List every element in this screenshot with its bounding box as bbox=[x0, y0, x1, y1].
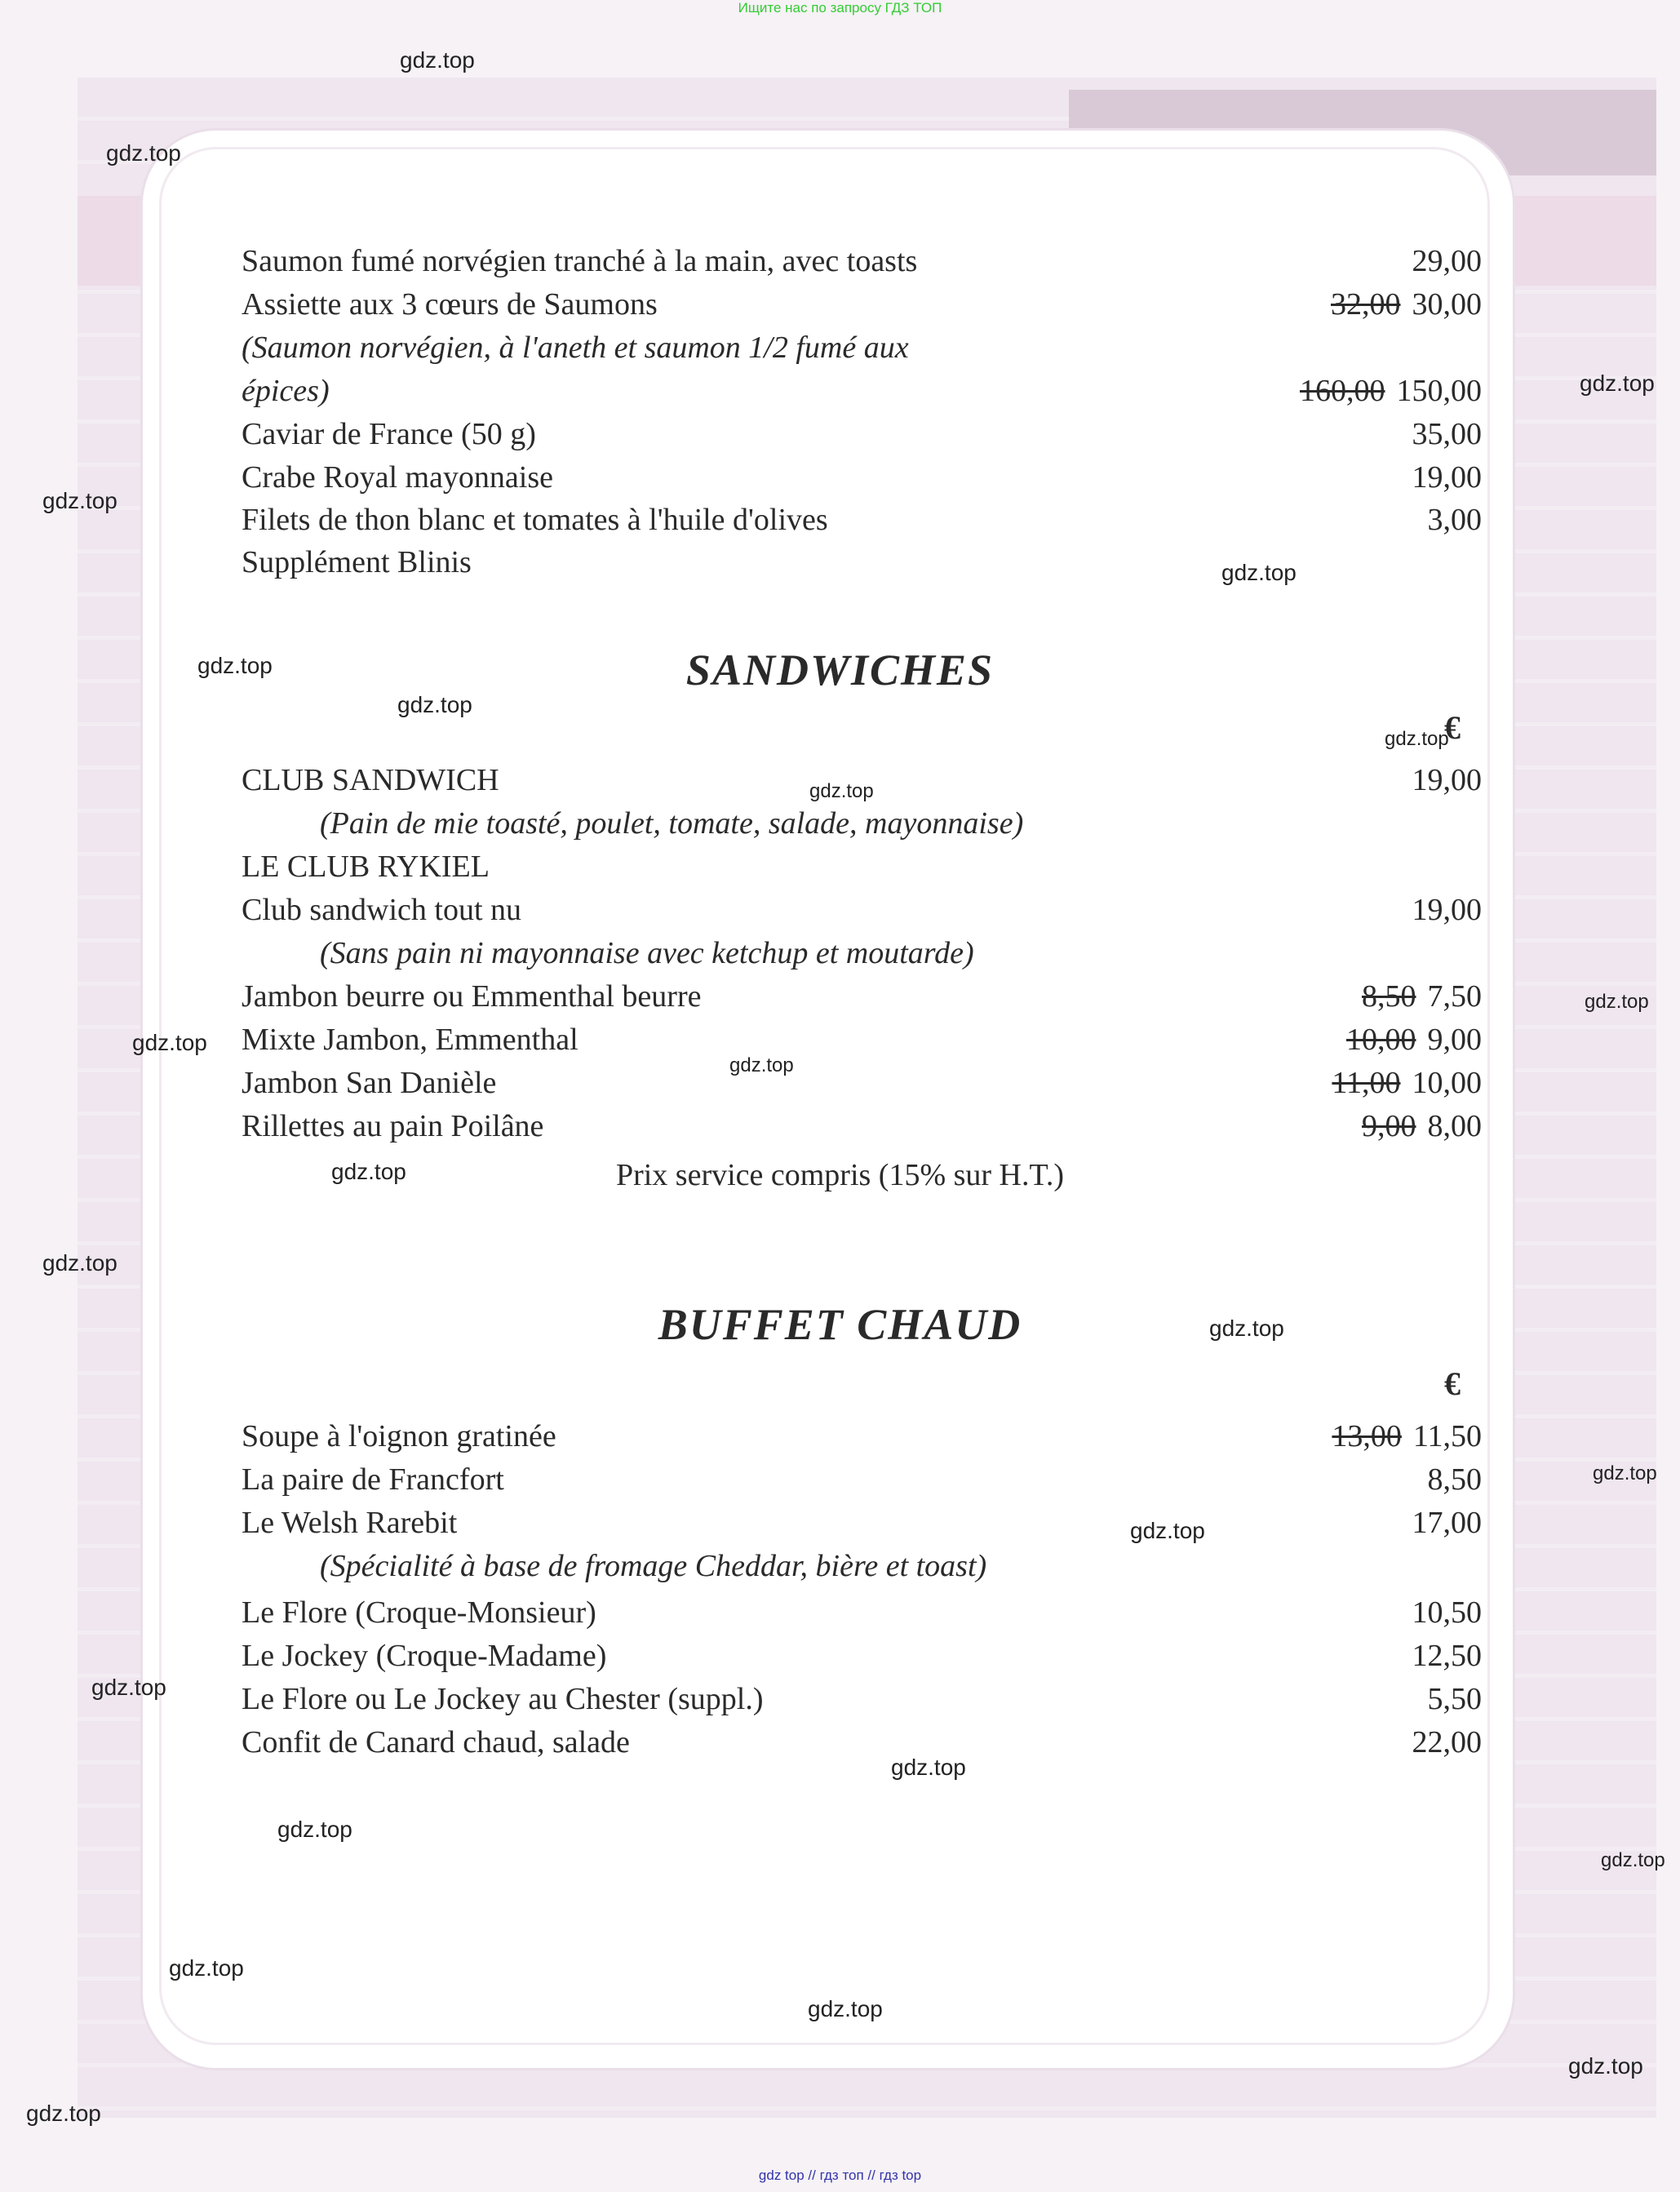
watermark: gdz.top bbox=[809, 780, 874, 802]
item-note: (Spécialité à base de fromage Cheddar, bière et toast) bbox=[320, 1549, 987, 1583]
item-name: Jambon beurre ou Emmenthal beurre bbox=[242, 979, 702, 1014]
watermark: gdz.top bbox=[197, 653, 273, 678]
old-price: 160,00 bbox=[1300, 374, 1385, 408]
item-price: 19,00 bbox=[1412, 763, 1482, 797]
item-name: Soupe à l'oignon gratinée bbox=[242, 1419, 556, 1453]
watermark: gdz.top bbox=[1585, 991, 1649, 1013]
item-price: 19,00 bbox=[1412, 460, 1482, 495]
old-price: 9,00 bbox=[1362, 1109, 1416, 1143]
watermark: gdz.top bbox=[1593, 1462, 1657, 1484]
watermark: gdz.top bbox=[331, 1159, 406, 1184]
watermark: gdz.top bbox=[400, 47, 475, 73]
item-price: 10,00 9,00 bbox=[1346, 1023, 1482, 1057]
item-note: (Pain de mie toasté, poulet, tomate, salade, mayonnaise) bbox=[320, 806, 1024, 841]
watermark: gdz.top bbox=[1209, 1316, 1284, 1341]
item-name: Filets de thon blanc et tomates à l'huile d'olives bbox=[242, 503, 828, 537]
item-price: 17,00 bbox=[1412, 1506, 1482, 1540]
item-name: CLUB SANDWICH bbox=[242, 763, 499, 797]
old-price: 10,00 bbox=[1346, 1023, 1416, 1057]
watermark: gdz.top bbox=[1221, 560, 1297, 585]
item-price: 29,00 bbox=[1412, 244, 1482, 278]
watermark: gdz.top bbox=[397, 692, 472, 717]
item-price: 13,00 11,50 bbox=[1332, 1419, 1482, 1453]
item-name: LE CLUB RYKIEL bbox=[242, 850, 490, 884]
item-name: Supplément Blinis bbox=[242, 545, 472, 579]
item-price: 11,00 10,00 bbox=[1332, 1066, 1482, 1100]
item-name: Assiette aux 3 cœurs de Saumons bbox=[242, 287, 658, 322]
old-price: 13,00 bbox=[1332, 1419, 1402, 1453]
watermark: gdz.top bbox=[26, 2101, 101, 2126]
item-price: 3,00 bbox=[1427, 503, 1482, 537]
watermark: gdz.top bbox=[891, 1755, 966, 1780]
item-price: 12,50 bbox=[1412, 1639, 1482, 1673]
bottom-notice: gdz top // гдз топ // гдз top bbox=[758, 2168, 922, 2183]
item-name: Rillettes au pain Poilâne bbox=[242, 1109, 544, 1143]
item-name: Mixte Jambon, Emmenthal bbox=[242, 1023, 578, 1057]
item-price: 32,00 30,00 bbox=[1331, 287, 1482, 322]
item-name: Club sandwich tout nu bbox=[242, 893, 522, 927]
watermark: gdz.top bbox=[729, 1054, 794, 1076]
item-price: 10,50 bbox=[1412, 1595, 1482, 1630]
item-price: 160,00 150,00 bbox=[1300, 374, 1482, 408]
old-price: 8,50 bbox=[1362, 979, 1416, 1014]
item-name: La paire de Francfort bbox=[242, 1462, 504, 1497]
item-price: 5,50 bbox=[1427, 1682, 1482, 1716]
watermark: gdz.top bbox=[277, 1817, 352, 1842]
watermark: gdz.top bbox=[1601, 1849, 1665, 1871]
item-name: Le Welsh Rarebit bbox=[242, 1506, 458, 1540]
section-title-buffet: BUFFET CHAUD bbox=[658, 1300, 1022, 1349]
item-name: Jambon San Danièle bbox=[242, 1066, 497, 1100]
item-name: Le Jockey (Croque-Madame) bbox=[242, 1639, 607, 1673]
watermark: gdz.top bbox=[808, 1996, 883, 2021]
item-price: 8,50 bbox=[1427, 1462, 1482, 1497]
item-name: (Saumon norvégien, à l'aneth et saumon 1/2 fumé aux bbox=[242, 331, 909, 365]
service-note: Prix service compris (15% sur H.T.) bbox=[615, 1158, 1065, 1192]
currency-buffet: € bbox=[1444, 1365, 1461, 1402]
item-price: 9,00 8,00 bbox=[1362, 1109, 1482, 1143]
watermark: gdz.top bbox=[42, 488, 117, 513]
item-name: Le Flore (Croque-Monsieur) bbox=[242, 1595, 596, 1630]
watermark: gdz.top bbox=[1130, 1518, 1205, 1543]
item-price: 22,00 bbox=[1412, 1725, 1482, 1759]
item-name: Caviar de France (50 g) bbox=[242, 417, 536, 451]
item-name: Crabe Royal mayonnaise bbox=[242, 460, 554, 495]
watermark: gdz.top bbox=[106, 140, 181, 166]
watermark: gdz.top bbox=[1568, 2053, 1643, 2079]
section-title-sandwiches: SANDWICHES bbox=[685, 646, 995, 694]
watermark: gdz.top bbox=[1385, 728, 1449, 750]
item-name: Saumon fumé norvégien tranché à la main, avec toasts bbox=[242, 244, 918, 278]
watermark: gdz.top bbox=[1580, 371, 1655, 396]
watermark: gdz.top bbox=[91, 1675, 166, 1700]
watermark: gdz.top bbox=[169, 1955, 244, 1981]
currency-sandwiches: € bbox=[1444, 709, 1461, 746]
item-name: Le Flore ou Le Jockey au Chester (suppl.) bbox=[242, 1682, 764, 1716]
old-price: 32,00 bbox=[1331, 287, 1401, 322]
top-notice: Ищите нас по запросу ГДЗ ТОП bbox=[738, 0, 942, 16]
item-price: 35,00 bbox=[1412, 417, 1482, 451]
old-price: 11,00 bbox=[1332, 1066, 1401, 1100]
item-name: épices) bbox=[242, 374, 330, 408]
item-price: 8,50 7,50 bbox=[1362, 979, 1482, 1014]
watermark: gdz.top bbox=[132, 1030, 207, 1055]
item-note: (Sans pain ni mayonnaise avec ketchup et moutarde) bbox=[320, 936, 974, 970]
item-price: 19,00 bbox=[1412, 893, 1482, 927]
watermark: gdz.top bbox=[42, 1250, 117, 1276]
item-name: Confit de Canard chaud, salade bbox=[242, 1725, 630, 1759]
